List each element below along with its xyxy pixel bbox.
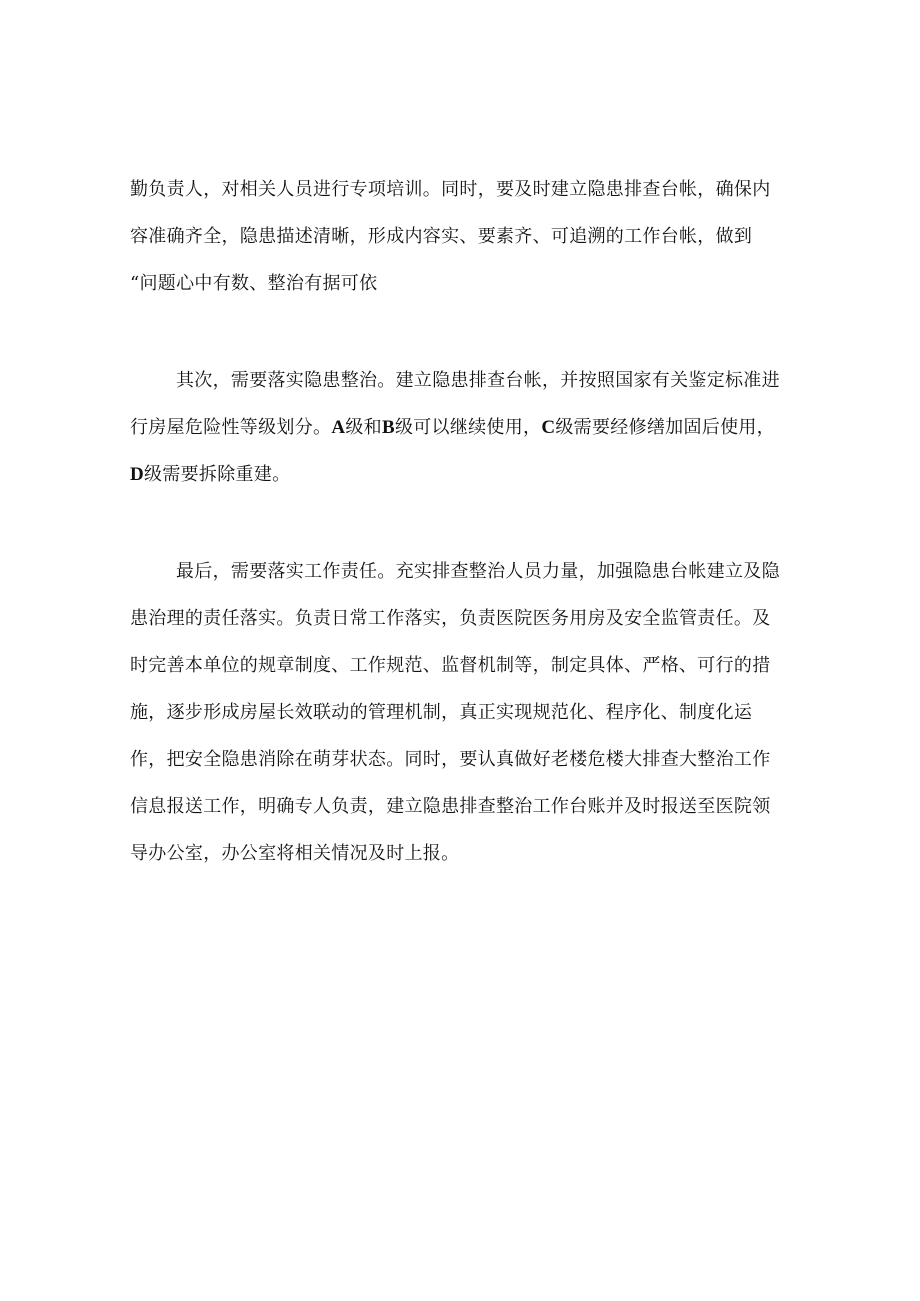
- grade-a-label: A: [331, 417, 346, 438]
- paragraph-2-text-b: 级和: [345, 417, 382, 438]
- paragraph-1-line-3: “问题心中有数、整治有据可依: [130, 273, 378, 294]
- paragraph-2-line-2: [130, 416, 775, 440]
- paragraph-2-text-a: 行房屋危险性等级划分。: [130, 417, 332, 438]
- paragraph-2-line-3: [130, 463, 290, 487]
- grade-c-label: C: [541, 417, 556, 438]
- grade-d-label: D: [130, 464, 145, 485]
- paragraph-1-line-1: 勤负责人，对相关人员进行专项培训。同时，要及时建立隐患排查台帐，确保内: [130, 179, 771, 200]
- paragraph-2-line-1: 其次，需要落实隐患整治。建立隐患排查台帐，并按照国家有关鉴定标准进: [176, 370, 780, 391]
- paragraph-3-line-6: 信息报送工作，明确专人负责，建立隐患排查整治工作台账并及时报送至医院领: [130, 796, 771, 817]
- paragraph-2-text-d: 级需要经修缮加固后使用，: [555, 417, 775, 438]
- paragraph-3-line-4: 施，逐步形成房屋长效联动的管理机制，真正实现规范化、程序化、制度化运: [130, 702, 753, 723]
- paragraph-3-line-7: 导办公室，办公室将相关情况及时上报。: [130, 843, 460, 864]
- paragraph-1-line-2: 容准确齐全，隐患描述清晰，形成内容实、要素齐、可追溯的工作台帐，做到: [130, 226, 753, 247]
- paragraph-2-text-e: 级需要拆除重建。: [144, 464, 291, 485]
- paragraph-3-line-1: 最后，需要落实工作责任。充实排查整治人员力量，加强隐患台帐建立及隐: [176, 561, 780, 582]
- paragraph-3-line-5: 作，把安全隐患消除在萌芽状态。同时，要认真做好老楼危楼大排查大整治工作: [130, 749, 771, 770]
- paragraph-3-line-2: 患治理的责任落实。负责日常工作落实，负责医院医务用房及安全监管责任。及: [130, 608, 771, 629]
- paragraph-3-line-3: 时完善本单位的规章制度、工作规范、监督机制等，制定具体、严格、可行的措: [130, 655, 771, 676]
- paragraph-2-text-c: 级可以继续使用，: [394, 417, 542, 438]
- grade-b-label: B: [381, 417, 395, 438]
